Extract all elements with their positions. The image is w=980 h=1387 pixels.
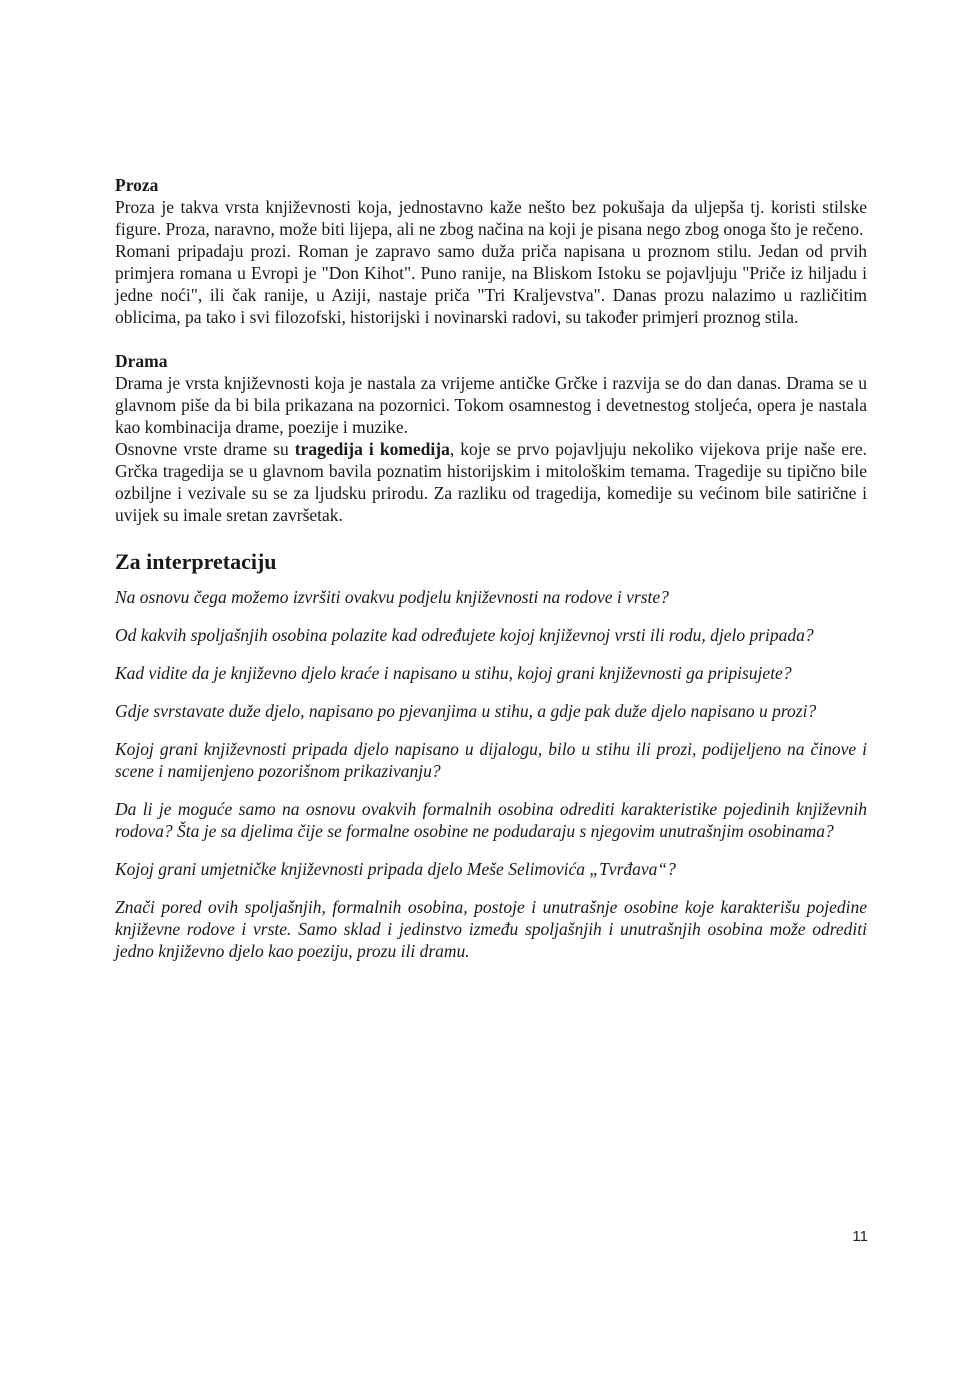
drama-paragraph-1: Drama je vrsta književnosti koja je nastala za vrijeme antičke Grčke i razvija se do dan danas. Drama se u glavnom piše da bi bila prikazana na pozornici. Tokom osamnestog i devetnestog stoljeća, opera je nastala kao kombinacija drame, poezije i muzike. [115, 373, 867, 437]
conclusion-paragraph: Znači pored ovih spoljašnjih, formalnih osobina, postoje i unutrašnje osobine koje karakterišu pojedine književne rodove i vrste. Samo sklad i jedinstvo između spoljašnjih i unutrašnjih osobina može odrediti jedno književno djelo kao poeziju, prozu ili dramu. [115, 897, 867, 961]
document-page [115, 174, 867, 962]
proza-paragraph-2: Romani pripadaju prozi. Roman je zapravo samo duža priča napisana u proznom stilu. Jedan od prvih primjera romana u Evropi je "Don Kihot". Puno ranije, na Bliskom Istoku se pojavljuju "Priče iz hiljadu i jedne noći", ili čak ranije, u Aziji, nastaje priča "Tri Kraljevstva". Danas prozu nalazimo u različitim oblicima, pa tako i svi filozofski, historijski i novinarski radovi, su također primjeri proznog stila. [115, 241, 867, 327]
proza-paragraph-1: Proza je takva vrsta književnosti koja, jednostavno kaže nešto bez pokušaja da uljepša tj. koristi stilske figure. Proza, naravno, može biti lijepa, ali ne zbog načina na koji je pisana nego zbog onoga što je rečeno. [115, 197, 867, 239]
page-number: 11 [852, 1228, 868, 1245]
drama-p2-start: Osnovne vrste drame su [115, 439, 295, 459]
proza-heading: Proza [115, 175, 159, 195]
question-2: Od kakvih spoljašnjih osobina polazite kad određujete kojoj književnoj vrsti ili rodu, djelo pripada? [115, 625, 814, 645]
drama-paragraph-2 [115, 438, 867, 526]
question-6: Da li je moguće samo na osnovu ovakvih formalnih osobina odrediti karakteristike pojedinih književnih rodova? Šta je sa djelima čije se formalne osobine ne podudaraju s njegovim unutrašnjim osobinama? [115, 799, 867, 841]
question-4: Gdje svrstavate duže djelo, napisano po pjevanjima u stihu, a gdje pak duže djelo napisano u prozi? [115, 701, 817, 721]
question-3: Kad vidite da je književno djelo kraće i napisano u stihu, kojoj grani književnosti ga pripisujete? [115, 663, 792, 683]
section-proza [115, 174, 867, 328]
question-5: Kojoj grani književnosti pripada djelo napisano u dijalogu, bilo u stihu ili prozi, podijeljeno na činove i scene i namijenjeno pozorišnom prikazivanju? [115, 739, 867, 781]
interpretation-questions [115, 586, 867, 962]
question-7: Kojoj grani umjetničke književnosti pripada djelo Meše Selimovića „Tvrđava“? [115, 859, 676, 879]
drama-p2-end: , koje se prvo pojavljuju nekoliko vijekova prije naše ere. Grčka tragedija se u glavnom bavila poznatim historijskim i mitološkim temama. Tragedije su tipično bile ozbiljne i vezivale su se za ljudsku prirodu. Za razliku od tragedija, komedije su većinom bile satirične i uvijek su imale sretan završetak. [115, 439, 867, 525]
drama-p2-bold: tragedija i komedija [294, 439, 450, 459]
section-drama [115, 350, 867, 526]
interpretacija-heading: Za interpretaciju [115, 549, 277, 574]
question-1: Na osnovu čega možemo izvršiti ovakvu podjelu književnosti na rodove i vrste? [115, 587, 669, 607]
drama-heading: Drama [115, 351, 168, 371]
